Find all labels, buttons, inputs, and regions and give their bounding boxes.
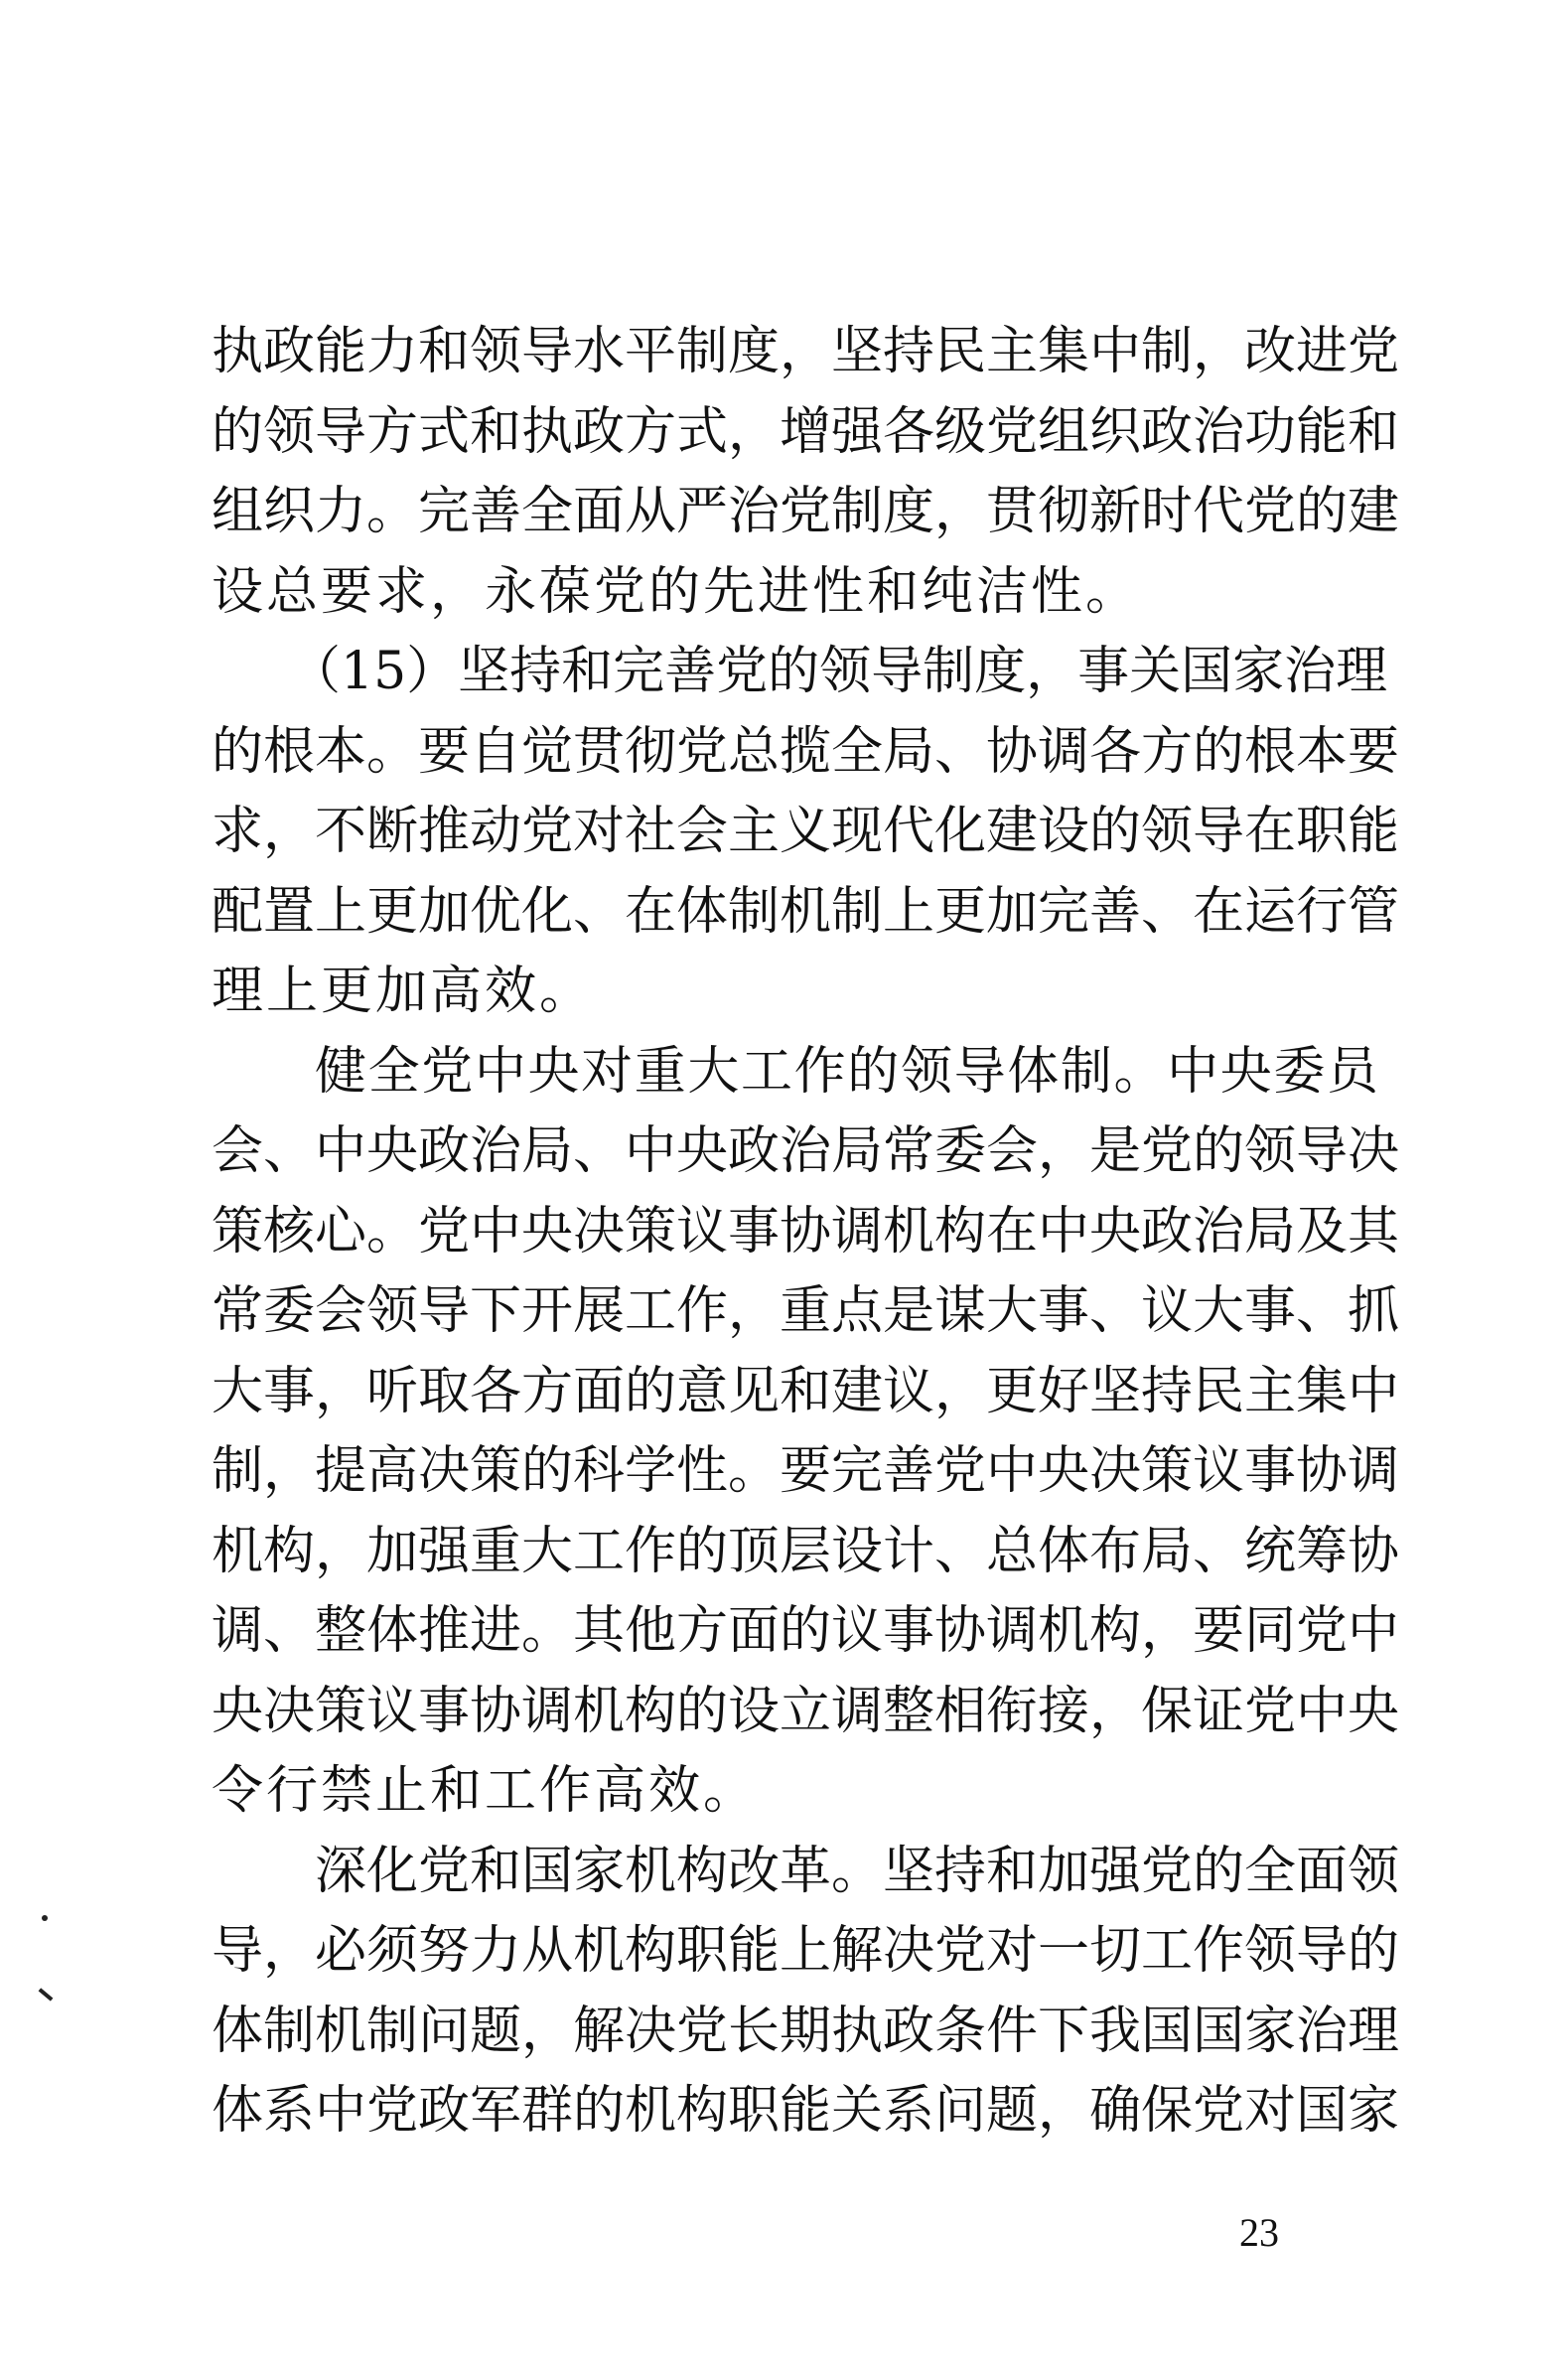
text-line: 的根本。要自觉贯彻党总揽全局、协调各方的根本要 (212, 721, 1400, 782)
text-line: 组织力。完善全面从严治党制度，贯彻新时代党的建 (212, 482, 1400, 541)
text-line: 理上更加高效。 (212, 962, 595, 1021)
page-number: 23 (1239, 2210, 1279, 2255)
text-line: 导，必须努力从机构职能上解决党对一切工作领导的 (212, 1921, 1400, 1981)
text-line: 常委会领导下开展工作，重点是谋大事、议大事、抓 (212, 1281, 1400, 1341)
paragraph-first-line: 深化党和国家机构改革。坚持和加强党的全面领 (315, 1841, 1400, 1901)
text-line: 会、中央政治局、中央政治局常委会，是党的领导决 (212, 1121, 1400, 1181)
paragraph-first-line: 健全党中央对重大工作的领导体制。中央委员 (315, 1041, 1378, 1102)
text-line: 调、整体推进。其他方面的议事协调机构，要同党中 (212, 1601, 1400, 1661)
text-line: 的领导方式和执政方式，增强各级党组织政治功能和 (212, 401, 1400, 462)
text-line: 央决策议事协调机构的设立调整相衔接，保证党中央 (212, 1681, 1400, 1741)
text-line: 执政能力和领导水平制度，坚持民主集中制，改进党 (212, 322, 1400, 381)
body-text (212, 312, 1400, 2151)
text-line: 体系中党政军群的机构职能关系问题，确保党对国家 (212, 2081, 1400, 2141)
text-line: 令行禁止和工作高效。 (212, 1761, 759, 1821)
text-line: 制，提高决策的科学性。要完善党中央决策议事协调 (212, 1441, 1400, 1501)
text-line: 求，不断推动党对社会主义现代化建设的领导在职能 (212, 802, 1400, 861)
paragraph-first-line: （15）坚持和完善党的领导制度，事关国家治理 (289, 642, 1388, 701)
text-line: 体制机制问题，解决党长期执政条件下我国国家治理 (212, 2001, 1400, 2061)
text-line: 策核心。党中央决策议事协调机构在中央政治局及其 (212, 1201, 1400, 1261)
text-line: 设总要求，永葆党的先进性和纯洁性。 (212, 561, 1141, 622)
margin-tick-mark (39, 1988, 54, 2001)
margin-dot-mark (42, 1915, 48, 1921)
text-line: 机构，加强重大工作的顶层设计、总体布局、统筹协 (212, 1521, 1400, 1581)
text-line: 配置上更加优化、在体制机制上更加完善、在运行管 (212, 881, 1400, 942)
text-line: 大事，听取各方面的意见和建议，更好坚持民主集中 (212, 1361, 1400, 1421)
